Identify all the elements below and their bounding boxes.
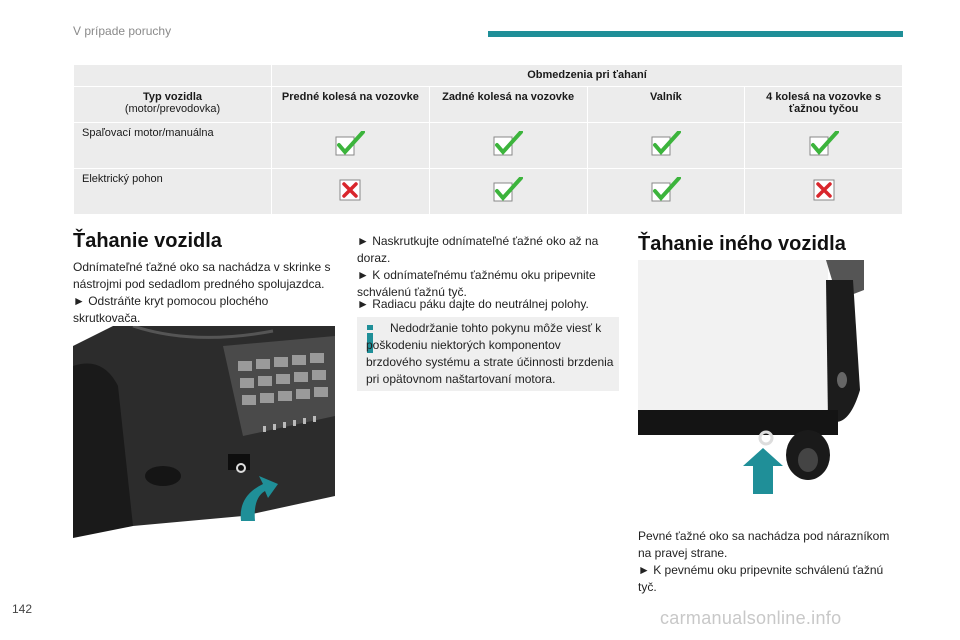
right-step-1: ► K pevnému oku pripevnite schválenú ťažnú tyč.: [638, 563, 884, 594]
right-paragraph: Pevné ťažné oko sa nachádza pod nárazníkom na pravej strane.: [638, 529, 890, 560]
check-icon: [809, 148, 839, 160]
table-row: [74, 123, 903, 169]
front-bumper-illustration: [73, 326, 335, 538]
table-vehicle-type-header: [74, 87, 272, 123]
cell-icon: [587, 123, 745, 169]
middle-step-3: ► K odnímateľnému ťažnému oku pripevnite schválenú ťažnú tyč.: [357, 268, 596, 299]
rear-tow-eye-illustration: [638, 260, 864, 494]
check-icon: [651, 148, 681, 160]
left-paragraph: Odnímateľné ťažné oko sa nachádza v skrinke s nástrojmi pod sedadlom predného spolujazdca.: [73, 260, 331, 291]
heading-towing-other-vehicle: Ťahanie iného vozidla: [638, 233, 846, 255]
cell-icon: [587, 169, 745, 215]
warning-box: [357, 317, 619, 391]
middle-step-2: ► Naskrutkujte odnímateľné ťažné oko až na doraz.: [357, 234, 599, 265]
cell-icon: [429, 123, 587, 169]
vehicle-type-title: Typ vozidla: [142, 91, 203, 103]
check-icon: [493, 148, 523, 160]
cell-icon: [429, 169, 587, 215]
watermark: carmanualsonline.info: [660, 608, 842, 628]
col-header-rear-wheels: Zadné kolesá na vozovke: [429, 87, 587, 123]
table-group-header: Obmedzenia pri ťahaní: [272, 65, 903, 87]
cell-icon: [745, 169, 903, 215]
page-number: 142: [12, 602, 33, 616]
check-icon: [335, 148, 365, 160]
col-header-tow-bar: 4 kolesá na vozovke s ťažnou tyčou: [745, 87, 903, 123]
left-step-1: ► Odstráňte kryt pomocou plochého skrutkovača.: [73, 294, 269, 325]
heading-towing-vehicle: Ťahanie vozidla: [73, 230, 222, 252]
col-header-front-wheels: Predné kolesá na vozovke: [272, 87, 430, 123]
cell-icon: [272, 123, 430, 169]
cell-icon: [272, 169, 430, 215]
header-accent-bar: [488, 31, 903, 37]
table-corner-cell: [74, 65, 272, 87]
vehicle-type-sub: (motor/prevodovka): [124, 103, 221, 115]
towing-restrictions-table: [73, 64, 903, 215]
row-label-combustion: Spaľovací motor/manuálna: [74, 123, 272, 169]
section-title: V prípade poruchy: [73, 24, 172, 38]
table-row: [74, 169, 903, 215]
row-label-electric: Elektrický pohon: [74, 169, 272, 215]
cross-icon: [339, 192, 361, 204]
warning-text: Nedodržanie tohto pokynu môže viesť k poškodeniu niektorých komponentov brzdového systému a strate účinnosti brzdenia pri opätovnom naštartovaní motora.: [366, 321, 614, 386]
check-icon: [651, 194, 681, 206]
middle-step-4: ► Radiacu páku dajte do neutrálnej polohy.: [357, 297, 589, 311]
col-header-flatbed: Valník: [587, 87, 745, 123]
check-icon: [493, 194, 523, 206]
cross-icon: [813, 192, 835, 204]
cell-icon: [745, 123, 903, 169]
